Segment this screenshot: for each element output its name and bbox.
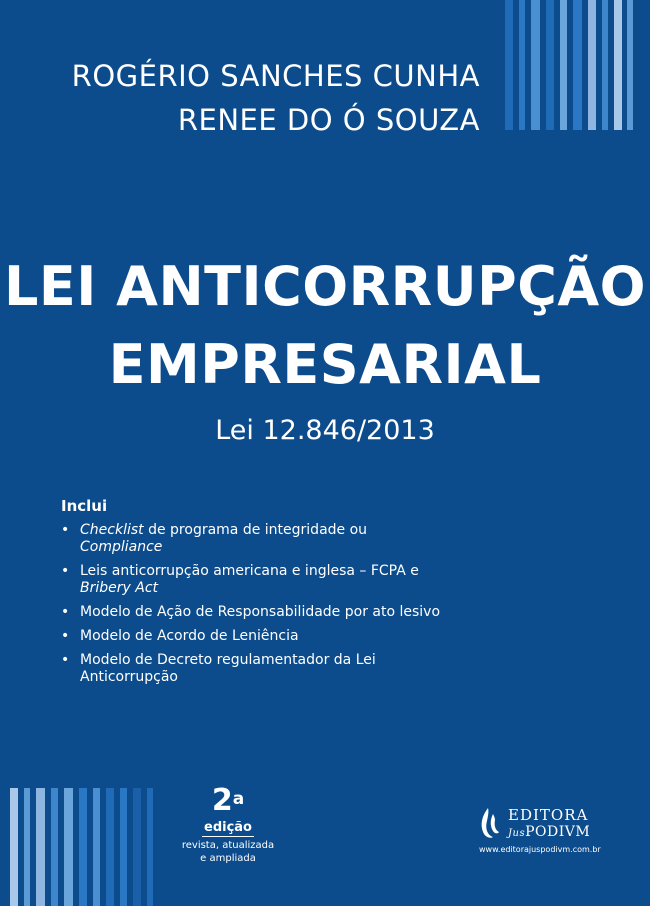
stripe (51, 788, 58, 906)
includes-list (61, 497, 461, 693)
stripe (24, 788, 30, 906)
author-name: RENEE DO Ó SOUZA (177, 103, 480, 137)
stripe (573, 0, 582, 130)
stripe (93, 788, 100, 906)
book-title-line-1: LEI ANTICORRUPÇÃO (3, 255, 647, 318)
stripe (531, 0, 540, 130)
item-emphasis: Compliance (80, 539, 163, 555)
stripe (560, 0, 567, 130)
stripe (519, 0, 525, 130)
edition-number: 2$^a$ (211, 783, 245, 818)
item-emphasis: Checklist (80, 522, 144, 538)
bullet-icon: • (61, 604, 70, 620)
edition-label: edição (204, 820, 252, 835)
list-item (61, 563, 461, 597)
stripe (602, 0, 608, 130)
stripe (10, 788, 18, 906)
stripe (64, 788, 73, 906)
book-title-line-2: EMPRESARIAL (108, 333, 542, 396)
decorative-stripes-top (505, 0, 635, 130)
list-item (61, 628, 461, 645)
stripe (588, 0, 596, 130)
flame-logo-icon (478, 806, 500, 840)
bullet-icon: • (61, 652, 70, 668)
item-text: Modelo de Ação de Responsabilidade por ato lesivo (80, 604, 441, 620)
stripe (147, 788, 153, 906)
decorative-stripes-bottom (10, 788, 160, 906)
stripe (133, 788, 141, 906)
edition-ordinal: a (232, 789, 245, 809)
publisher-url: www.editorajuspodivm.com.br (479, 845, 601, 854)
edition-badge (178, 783, 278, 865)
bullet-icon: • (61, 522, 70, 538)
stripe (36, 788, 45, 906)
publisher-logo (478, 806, 618, 854)
stripe (505, 0, 513, 130)
list-item (61, 604, 461, 621)
stripe (120, 788, 127, 906)
stripe (106, 788, 114, 906)
item-emphasis: Bribery Act (80, 580, 159, 596)
stripe (627, 0, 633, 130)
item-text: Leis anticorrupção americana e inglesa – FCPA e (80, 563, 419, 579)
book-subtitle: Lei 12.846/2013 (215, 415, 435, 446)
includes-heading: Inclui (61, 497, 108, 515)
stripe (546, 0, 554, 130)
list-item (61, 652, 380, 686)
authors (72, 54, 480, 142)
publisher-subname: JusPODIVM (508, 824, 591, 840)
list-item (61, 522, 461, 556)
stripe (79, 788, 87, 906)
publisher-name: EDITORA (508, 806, 589, 824)
bullet-icon: • (61, 628, 70, 644)
edition-description: revista, atualizada e ampliada (181, 840, 275, 864)
item-text: Modelo de Decreto regulamentador da Lei Anticorrupção (80, 652, 376, 685)
item-text: Modelo de Acordo de Leniência (80, 628, 299, 644)
item-text: de programa de integridade ou (143, 522, 368, 538)
stripe (614, 0, 622, 130)
author-name: ROGÉRIO SANCHES CUNHA (71, 59, 480, 93)
bullet-icon: • (61, 563, 70, 579)
